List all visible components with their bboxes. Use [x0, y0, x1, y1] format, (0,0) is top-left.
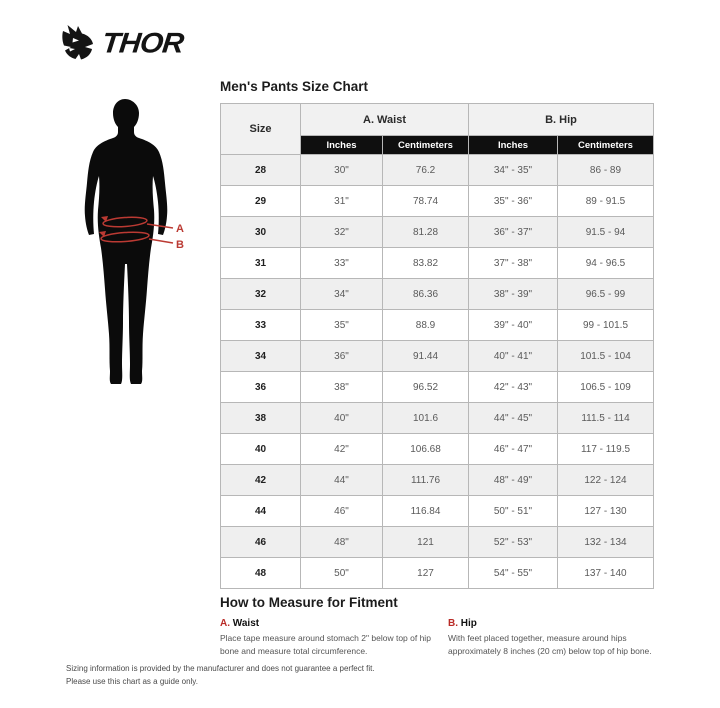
measure-hip-letter: B.: [448, 618, 458, 629]
value-cell: 83.82: [383, 248, 469, 279]
table-row: [221, 527, 654, 558]
measure-waist-letter: A.: [220, 618, 230, 629]
size-cell: 38: [221, 403, 301, 434]
size-cell: 31: [221, 248, 301, 279]
disclaimer-line-2: Please use this chart as a guide only.: [66, 677, 198, 687]
value-cell: 81.28: [383, 217, 469, 248]
table-row: [221, 434, 654, 465]
value-cell: 38": [301, 372, 383, 403]
table-row: [221, 248, 654, 279]
value-cell: 111.76: [383, 465, 469, 496]
value-cell: 88.9: [383, 310, 469, 341]
value-cell: 42": [301, 434, 383, 465]
value-cell: 52" - 53": [469, 527, 558, 558]
subheader-waist-inches: Inches: [301, 136, 383, 155]
thor-helmet-icon: [60, 24, 100, 64]
value-cell: 111.5 - 114: [558, 403, 654, 434]
value-cell: 99 - 101.5: [558, 310, 654, 341]
measure-heading: How to Measure for Fitment: [220, 595, 398, 610]
male-silhouette-graphic: [78, 96, 190, 388]
value-cell: 30": [301, 155, 383, 186]
table-row: [221, 155, 654, 186]
subheader-hip-inches: Inches: [469, 136, 558, 155]
value-cell: 50": [301, 558, 383, 589]
table-row: [221, 558, 654, 589]
value-cell: 94 - 96.5: [558, 248, 654, 279]
size-table: [220, 103, 654, 589]
size-cell: 40: [221, 434, 301, 465]
value-cell: 34" - 35": [469, 155, 558, 186]
value-cell: 37" - 38": [469, 248, 558, 279]
value-cell: 91.5 - 94: [558, 217, 654, 248]
value-cell: 39" - 40": [469, 310, 558, 341]
size-cell: 34: [221, 341, 301, 372]
size-cell: 32: [221, 279, 301, 310]
value-cell: 91.44: [383, 341, 469, 372]
measure-waist-block: [220, 618, 440, 658]
value-cell: 78.74: [383, 186, 469, 217]
value-cell: 36" - 37": [469, 217, 558, 248]
subheader-hip-centimeters: Centimeters: [558, 136, 654, 155]
value-cell: 96.5 - 99: [558, 279, 654, 310]
size-cell: 48: [221, 558, 301, 589]
table-row: [221, 372, 654, 403]
measure-waist-title: [220, 618, 440, 629]
table-row: [221, 465, 654, 496]
value-cell: 96.52: [383, 372, 469, 403]
table-row: [221, 403, 654, 434]
measure-hip-title: [448, 618, 668, 629]
value-cell: 48" - 49": [469, 465, 558, 496]
value-cell: 46" - 47": [469, 434, 558, 465]
value-cell: 44": [301, 465, 383, 496]
column-group-hip: B. Hip: [469, 104, 654, 136]
size-cell: 28: [221, 155, 301, 186]
size-cell: 36: [221, 372, 301, 403]
table-row: [221, 186, 654, 217]
value-cell: 86.36: [383, 279, 469, 310]
value-cell: 127 - 130: [558, 496, 654, 527]
table-row: [221, 496, 654, 527]
value-cell: 46": [301, 496, 383, 527]
measurement-figure: [78, 96, 190, 388]
value-cell: 48": [301, 527, 383, 558]
value-cell: 101.5 - 104: [558, 341, 654, 372]
value-cell: 86 - 89: [558, 155, 654, 186]
value-cell: 89 - 91.5: [558, 186, 654, 217]
value-cell: 34": [301, 279, 383, 310]
value-cell: 137 - 140: [558, 558, 654, 589]
table-group-header-row: [221, 104, 654, 136]
disclaimer-line-1: Sizing information is provided by the manufacturer and does not guarantee a perfect fit.: [66, 664, 375, 673]
size-cell: 29: [221, 186, 301, 217]
value-cell: 54" - 55": [469, 558, 558, 589]
size-cell: 46: [221, 527, 301, 558]
value-cell: 33": [301, 248, 383, 279]
value-cell: 40" - 41": [469, 341, 558, 372]
measure-hip-block: [448, 618, 668, 658]
table-row: [221, 341, 654, 372]
value-cell: 35" - 36": [469, 186, 558, 217]
value-cell: 106.68: [383, 434, 469, 465]
value-cell: 50" - 51": [469, 496, 558, 527]
size-cell: 30: [221, 217, 301, 248]
value-cell: 116.84: [383, 496, 469, 527]
table-row: [221, 279, 654, 310]
value-cell: 42" - 43": [469, 372, 558, 403]
value-cell: 40": [301, 403, 383, 434]
size-cell: 42: [221, 465, 301, 496]
value-cell: 132 - 134: [558, 527, 654, 558]
value-cell: 35": [301, 310, 383, 341]
page-title: Men's Pants Size Chart: [220, 79, 368, 94]
measure-hip-instructions: With feet placed together, measure around hips approximately 8 inches (20 cm) below top of hip bone.: [448, 633, 652, 656]
figure-label-b: B: [176, 239, 184, 251]
size-table-body: [221, 155, 654, 589]
table-row: [221, 217, 654, 248]
size-cell: 44: [221, 496, 301, 527]
value-cell: 106.5 - 109: [558, 372, 654, 403]
figure-label-a: A: [176, 223, 184, 235]
measure-waist-instructions: Place tape measure around stomach 2" below top of hip bone and measure total circumference.: [220, 633, 431, 656]
disclaimer: [66, 662, 375, 688]
subheader-waist-centimeters: Centimeters: [383, 136, 469, 155]
value-cell: 101.6: [383, 403, 469, 434]
table-row: [221, 310, 654, 341]
column-group-waist: A. Waist: [301, 104, 469, 136]
value-cell: 122 - 124: [558, 465, 654, 496]
value-cell: 117 - 119.5: [558, 434, 654, 465]
column-header-size: Size: [221, 104, 301, 155]
brand-logo: [60, 24, 183, 64]
value-cell: 31": [301, 186, 383, 217]
brand-logo-text: THOR: [100, 27, 185, 60]
measure-waist-word: Waist: [232, 618, 260, 629]
value-cell: 38" - 39": [469, 279, 558, 310]
value-cell: 44" - 45": [469, 403, 558, 434]
value-cell: 121: [383, 527, 469, 558]
value-cell: 32": [301, 217, 383, 248]
measure-hip-word: Hip: [460, 618, 477, 629]
value-cell: 36": [301, 341, 383, 372]
size-cell: 33: [221, 310, 301, 341]
value-cell: 127: [383, 558, 469, 589]
value-cell: 76.2: [383, 155, 469, 186]
